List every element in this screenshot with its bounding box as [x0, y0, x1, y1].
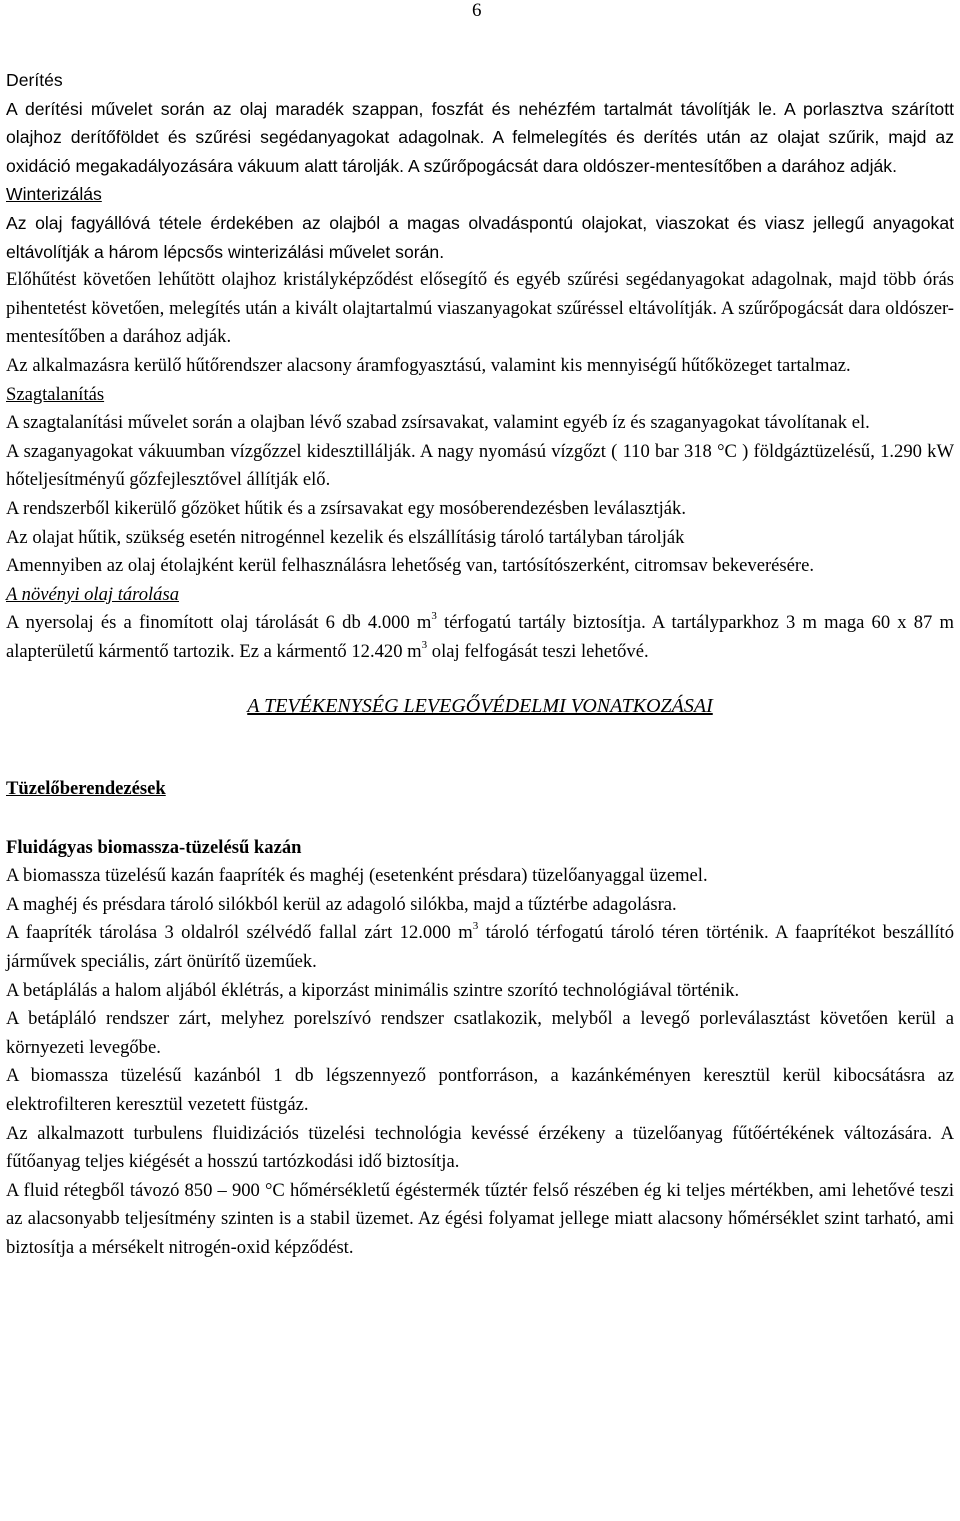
section-winterizalas — [6, 266, 954, 380]
text-run: olaj felfogását teszi lehetővé. — [427, 640, 649, 662]
paragraph: A biomassza tüzelésű kazánból 1 db légszennyező pontforráson, a kazánkéményen keresztül kerül kibocsátásra az elektrofilteren keresztül vezetett füstgáz. — [6, 1065, 954, 1115]
heading-tarolas: A növényi olaj tárolása — [6, 583, 180, 605]
heading-szagtalanitas: Szagtalanítás — [6, 383, 105, 405]
paragraph: A rendszerből kikerülő gőzöket hűtik és a zsírsavakat egy mosóberendezésben leválasztják. — [6, 497, 686, 519]
heading-fluidagyas: Fluidágyas biomassza-tüzelésű kazán — [6, 836, 302, 858]
paragraph: A szagtalanítási művelet során a olajban lévő szabad zsírsavakat, valamint egyéb íz és szaganyagokat távolítanak el. — [6, 412, 870, 434]
paragraph: A maghéj és présdara tároló silókból kerül az adagoló silókba, majd a tűztérbe adagolásra. — [6, 893, 677, 915]
paragraph: A betápláló rendszer zárt, melyhez porelszívó rendszer csatlakozik, melyből a levegő porleválasztást követően kerül a környezeti levegőbe. — [6, 1008, 954, 1058]
heading-tuzeloberendezesek: Tüzelőberendezések — [6, 778, 166, 800]
superscript: 3 — [472, 920, 479, 933]
heading-winterizalas: Winterizálás — [6, 184, 102, 205]
paragraph: Az alkalmazásra kerülő hűtőrendszer alacsony áramfogyasztású, valamint kis mennyiségű hűtőközeget tartalmaz. — [6, 354, 851, 376]
section-fluidagyas — [6, 834, 954, 1263]
text-run: A nyersolaj és a finomított olaj tárolását 6 db 4.000 m — [6, 612, 432, 634]
text-run: térfogatú tartály biztosítja. A tartályparkhoz 3 m maga 60 x 87 m alapterületű kármentő tartozik. Ez a kármentő 12.420 m — [6, 612, 954, 662]
superscript: 3 — [431, 610, 437, 623]
paragraph: Előhűtést követően lehűtött olajhoz kristályképződést elősegítő és egyéb szűrési segédanyagokat adagolnak, majd több órás pihentetést követően, melegítés után a kivált olajtartalmú viaszanyagokat szűréssel eltávolítják. A szűrőpogácsát dara oldószer-mentesítőben a darához adják. — [6, 269, 954, 348]
paragraph: Az olaj fagyállóvá tétele érdekében az olajból a magas olvadáspontú olajokat, viaszokat és viasz jellegű anyagokat eltávolítják a három lépcsős winterizálási művelet során. — [6, 212, 954, 262]
main-title: A TEVÉKENYSÉG LEVEGŐVÉDELMI VONATKOZÁSAI — [247, 695, 713, 718]
superscript: 3 — [421, 638, 428, 651]
document-body — [6, 66, 954, 1263]
text-run: tároló térfogatú tároló téren történik. A faaprítékot beszállító járművek speciális, zárt önürítő üzeműek. — [6, 922, 954, 973]
heading-derites: Derítés — [6, 70, 63, 90]
paragraph: A fluid rétegből távozó 850 – 900 °C hőmérsékletű égéstermék tűztér felső részében ég ki teljes mértékben, ami lehetővé teszi az alacsonyabb teljesítmény szinten is a stabil üzemet. Az égési folyamat jellege miatt alacsony hőmérséklet szint tarható, ami biztosítja a mérsékelt nitrogén-oxid képződést. — [6, 1179, 954, 1258]
text-run: A faapríték tárolása 3 oldalról szélvédő fallal zárt 12.000 m — [6, 922, 473, 944]
paragraph — [6, 919, 954, 976]
section-derites — [6, 66, 954, 266]
paragraph: A betáplálás a halom aljából éklétrás, a kiporzást minimális szintre szorító technológiával történik. — [6, 979, 740, 1001]
paragraph: Az alkalmazott turbulens fluidizációs tüzelési technológia kevéssé érzékeny a tüzelőanyag fűtőértékének változására. A fűtőanyag teljes kiégését a hosszú tartózkodási idő biztosítja. — [6, 1122, 954, 1173]
paragraph: A derítési művelet során az olaj maradék szappan, foszfát és nehézfém tartalmát távolítják le. A porlasztva szárított olajhoz derítőföldet és szűrési segédanyagokat adagolnak. A felmelegítés és derítés után az olajat szűrik, majd az oxidáció megakadályozására vákuum alatt tárolják. A szűrőpogácsát dara oldószer-mentesítőben a darához adják. — [6, 98, 954, 176]
paragraph: Az olajat hűtik, szükség esetén nitrogénnel kezelik és elszállításig tároló tartályban tárolják — [6, 526, 685, 548]
paragraph: A biomassza tüzelésű kazán faapríték és maghéj (esetenként présdara) tüzelőanyaggal üzemel. — [6, 865, 708, 887]
paragraph — [6, 609, 954, 666]
section-tarolas — [6, 581, 954, 667]
page-number: 6 — [472, 0, 482, 21]
paragraph: A szaganyagokat vákuumban vízgőzzel kidesztillálják. A nagy nyomású vízgőzt ( 110 bar 318 °C ) földgáztüzelésű, 1.290 kW hőteljesítményű gőzfejlesztővel állítják elő. — [6, 440, 954, 491]
section-szagtalanitas — [6, 381, 954, 581]
paragraph: Amennyiben az olaj étolajként kerül felhasználásra lehetőség van, tartósítószerként, citromsav bekeverésére. — [6, 555, 814, 577]
